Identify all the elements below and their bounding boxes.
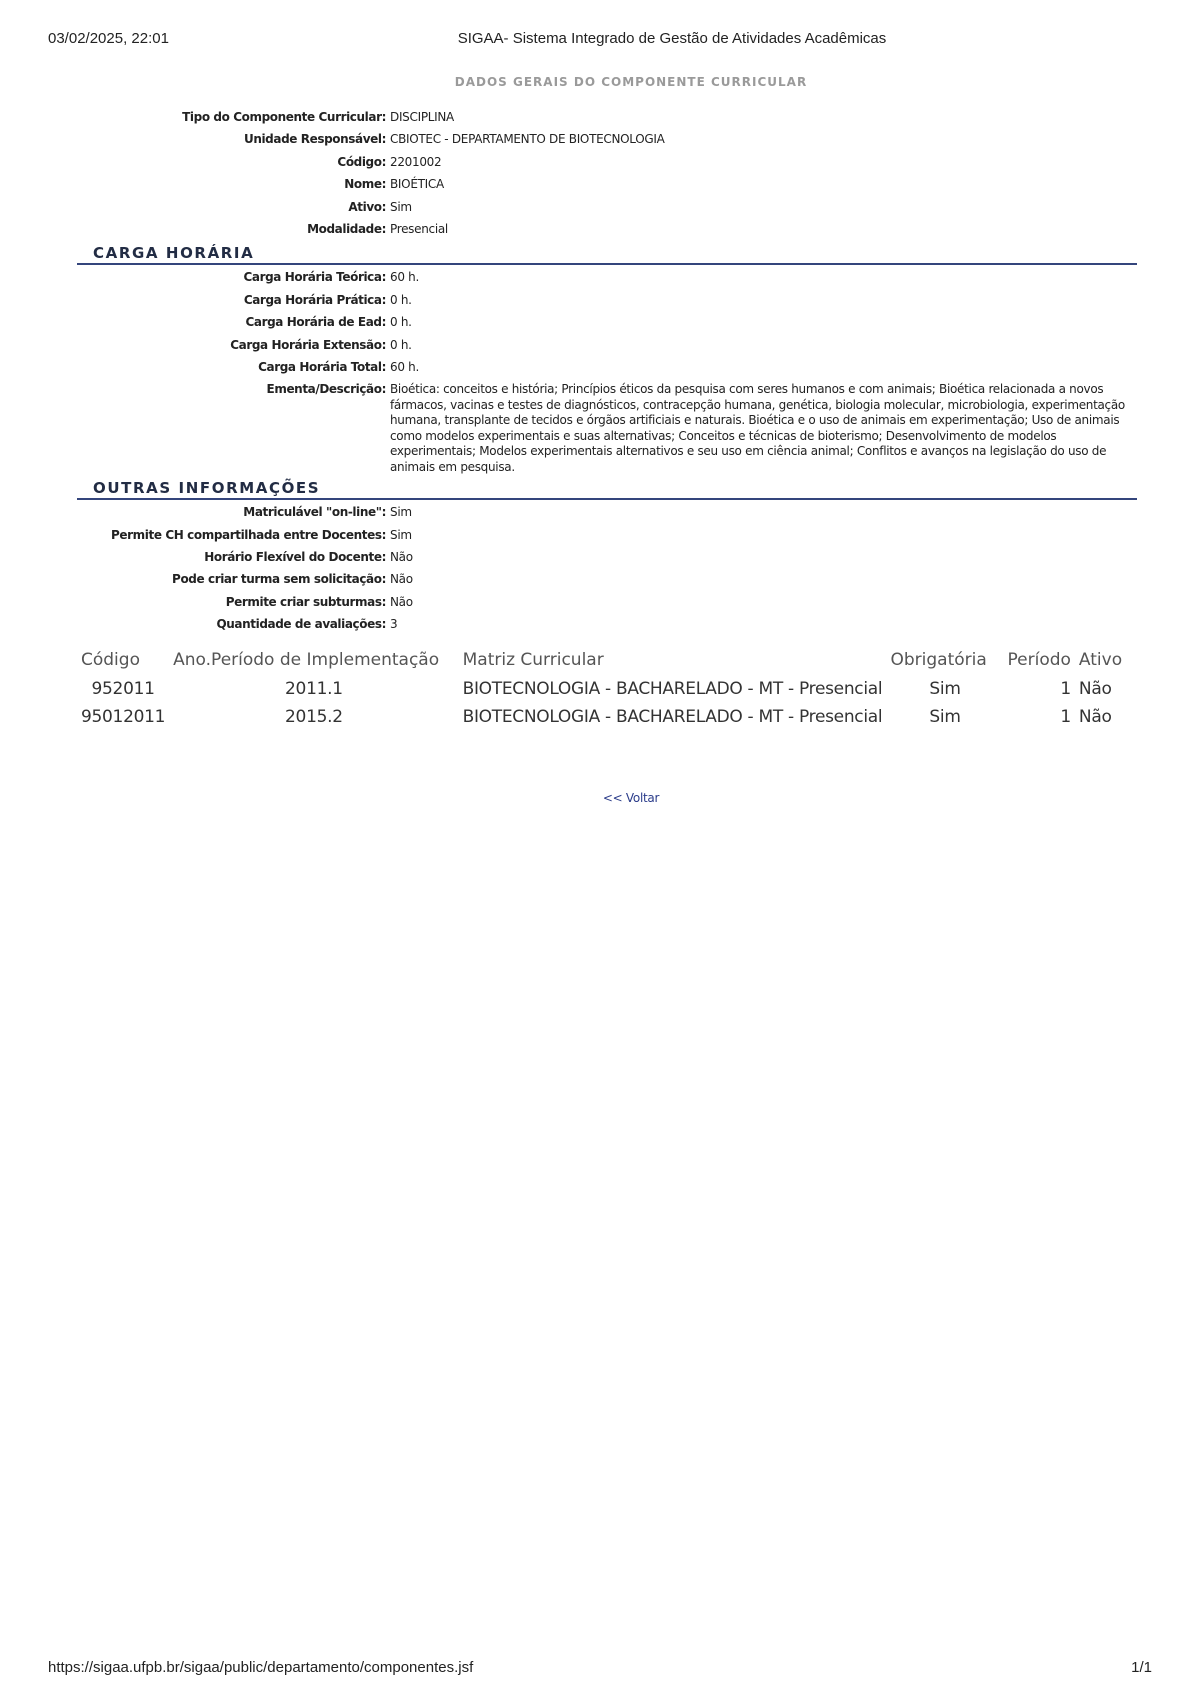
info-row-nome bbox=[77, 177, 1137, 192]
info-value: 0 h. bbox=[390, 337, 412, 352]
cell-ativo: Não bbox=[1078, 707, 1112, 728]
info-label: Matriculável "on-line": bbox=[243, 505, 386, 520]
section-title-outras-informacoes: OUTRAS INFORMAÇÕES bbox=[77, 479, 1137, 500]
info-row-modalidade bbox=[77, 222, 1137, 237]
print-url: https://sigaa.ufpb.br/sigaa/public/departamento/componentes.jsf bbox=[48, 1659, 474, 1676]
info-value: DISCIPLINA bbox=[390, 110, 454, 124]
info-label: Carga Horária Extensão: bbox=[230, 337, 386, 352]
print-datetime: 03/02/2025, 22:01 bbox=[48, 30, 169, 47]
column-header-obrigatoria: Obrigatória bbox=[890, 650, 987, 671]
voltar-link[interactable]: << Voltar bbox=[602, 791, 660, 806]
info-label: Carga Horária Total: bbox=[258, 359, 386, 374]
info-value: Não bbox=[390, 572, 413, 587]
info-label: Permite criar subturmas: bbox=[225, 594, 386, 609]
matrizes-table bbox=[77, 645, 1137, 731]
info-row-tipo bbox=[77, 110, 1137, 125]
info-value: CBIOTEC - DEPARTAMENTO DE BIOTECNOLOGIA bbox=[390, 132, 665, 147]
info-label: Pode criar turma sem solicitação: bbox=[172, 572, 386, 587]
info-value: 60 h. bbox=[390, 359, 420, 374]
info-label: Nome: bbox=[344, 177, 386, 192]
carga-horaria-info bbox=[77, 270, 1137, 475]
component-details bbox=[77, 72, 1137, 805]
info-row-ch-pratica bbox=[77, 293, 1137, 308]
info-label: Código: bbox=[337, 154, 386, 169]
cell-periodo: 1 bbox=[1060, 707, 1071, 728]
voltar-container bbox=[77, 791, 1137, 805]
info-label: Carga Horária de Ead: bbox=[245, 315, 386, 330]
cell-ano-periodo: 2015.2 bbox=[285, 707, 343, 728]
cell-codigo: 952011 bbox=[91, 679, 155, 700]
cell-obrigatoria: Sim bbox=[929, 679, 961, 700]
print-header bbox=[48, 30, 1152, 50]
cell-matriz: BIOTECNOLOGIA - BACHARELADO - MT - Presencial bbox=[462, 679, 883, 700]
info-value: Não bbox=[390, 550, 413, 565]
info-label: Carga Horária Prática: bbox=[243, 292, 386, 307]
info-row-matriculavel bbox=[77, 505, 1137, 520]
info-value: Presencial bbox=[390, 221, 448, 236]
column-header-codigo: Código bbox=[81, 650, 140, 671]
info-label: Ementa/Descrição: bbox=[266, 382, 386, 397]
info-label: Modalidade: bbox=[307, 221, 386, 236]
info-row-ementa bbox=[77, 382, 1137, 475]
info-row-codigo bbox=[77, 155, 1137, 170]
info-value: 0 h. bbox=[390, 292, 412, 307]
info-label: Horário Flexível do Docente: bbox=[204, 550, 386, 565]
info-value: Sim bbox=[390, 199, 412, 214]
info-label: Permite CH compartilhada entre Docentes: bbox=[111, 527, 386, 542]
info-value: Não bbox=[390, 594, 413, 609]
info-value: 2201002 bbox=[390, 154, 442, 169]
ementa-text: Bioética: conceitos e história; Princípios éticos da pesquisa com seres humanos e com animais; Bioética relacionada a novos fármacos, vacinas e testes de diagnósticos, contracepção humana, genética, biologia molecular, microbiologia, experimentação humana, transplante de tecidos e órgãos artificiais e naturais. Bioética e o uso de animais em experimentação; Uso de animais como modelos experimentais e suas alternativas; Conceitos e técnicas de bioterismo; Desenvolvimento de modelos experimentais; Modelos experimentais alternativos e seu uso em ciência animal; Conflitos e avanços na legislação do uso de animais em pesquisa. bbox=[390, 382, 1125, 474]
cell-matriz: BIOTECNOLOGIA - BACHARELADO - MT - Presencial bbox=[462, 707, 883, 728]
cell-ativo: Não bbox=[1078, 679, 1112, 700]
section-caption: DADOS GERAIS DO COMPONENTE CURRICULAR bbox=[454, 75, 808, 89]
cell-codigo: 95012011 bbox=[81, 707, 166, 728]
info-row-avaliacoes bbox=[77, 617, 1137, 632]
info-value: 3 bbox=[390, 617, 398, 632]
info-value: BIOÉTICA bbox=[390, 177, 444, 192]
print-page-number: 1/1 bbox=[1131, 1659, 1152, 1676]
info-row-ch-ead bbox=[77, 315, 1137, 330]
info-row-horario-flexivel bbox=[77, 550, 1137, 565]
table-header-row bbox=[77, 645, 1137, 675]
info-row-unidade bbox=[77, 132, 1137, 147]
info-label: Carga Horária Teórica: bbox=[243, 270, 386, 285]
column-header-ano-periodo: Ano.Período de Implementação bbox=[173, 650, 440, 671]
info-value: 0 h. bbox=[390, 315, 412, 330]
cell-periodo: 1 bbox=[1060, 679, 1071, 700]
info-row-ativo bbox=[77, 200, 1137, 215]
info-label: Quantidade de avaliações: bbox=[216, 617, 386, 632]
info-row-turma-sem-solicitacao bbox=[77, 572, 1137, 587]
info-row-ch-compartilhada bbox=[77, 528, 1137, 543]
info-label: Tipo do Componente Curricular: bbox=[182, 110, 386, 124]
print-page-title: SIGAA- Sistema Integrado de Gestão de Atividades Acadêmicas bbox=[457, 30, 887, 47]
cell-ano-periodo: 2011.1 bbox=[285, 679, 343, 700]
info-row-ch-total bbox=[77, 360, 1137, 375]
outras-info bbox=[77, 505, 1137, 632]
info-value: Sim bbox=[390, 527, 412, 542]
info-label: Unidade Responsável: bbox=[243, 132, 386, 147]
column-header-periodo: Período bbox=[1007, 650, 1071, 671]
table-row bbox=[77, 703, 1137, 731]
general-info bbox=[77, 110, 1137, 237]
table-row bbox=[77, 675, 1137, 703]
info-label: Ativo: bbox=[348, 199, 386, 214]
column-header-ativo: Ativo bbox=[1078, 650, 1123, 671]
info-row-ch-teorica bbox=[77, 270, 1137, 285]
section-title-carga-horaria: CARGA HORÁRIA bbox=[77, 244, 1137, 265]
info-value: Sim bbox=[390, 505, 412, 520]
info-row-subturmas bbox=[77, 595, 1137, 610]
cell-obrigatoria: Sim bbox=[929, 707, 961, 728]
info-row-ch-extensao bbox=[77, 338, 1137, 353]
column-header-matriz: Matriz Curricular bbox=[462, 650, 604, 671]
info-value: 60 h. bbox=[390, 270, 420, 285]
